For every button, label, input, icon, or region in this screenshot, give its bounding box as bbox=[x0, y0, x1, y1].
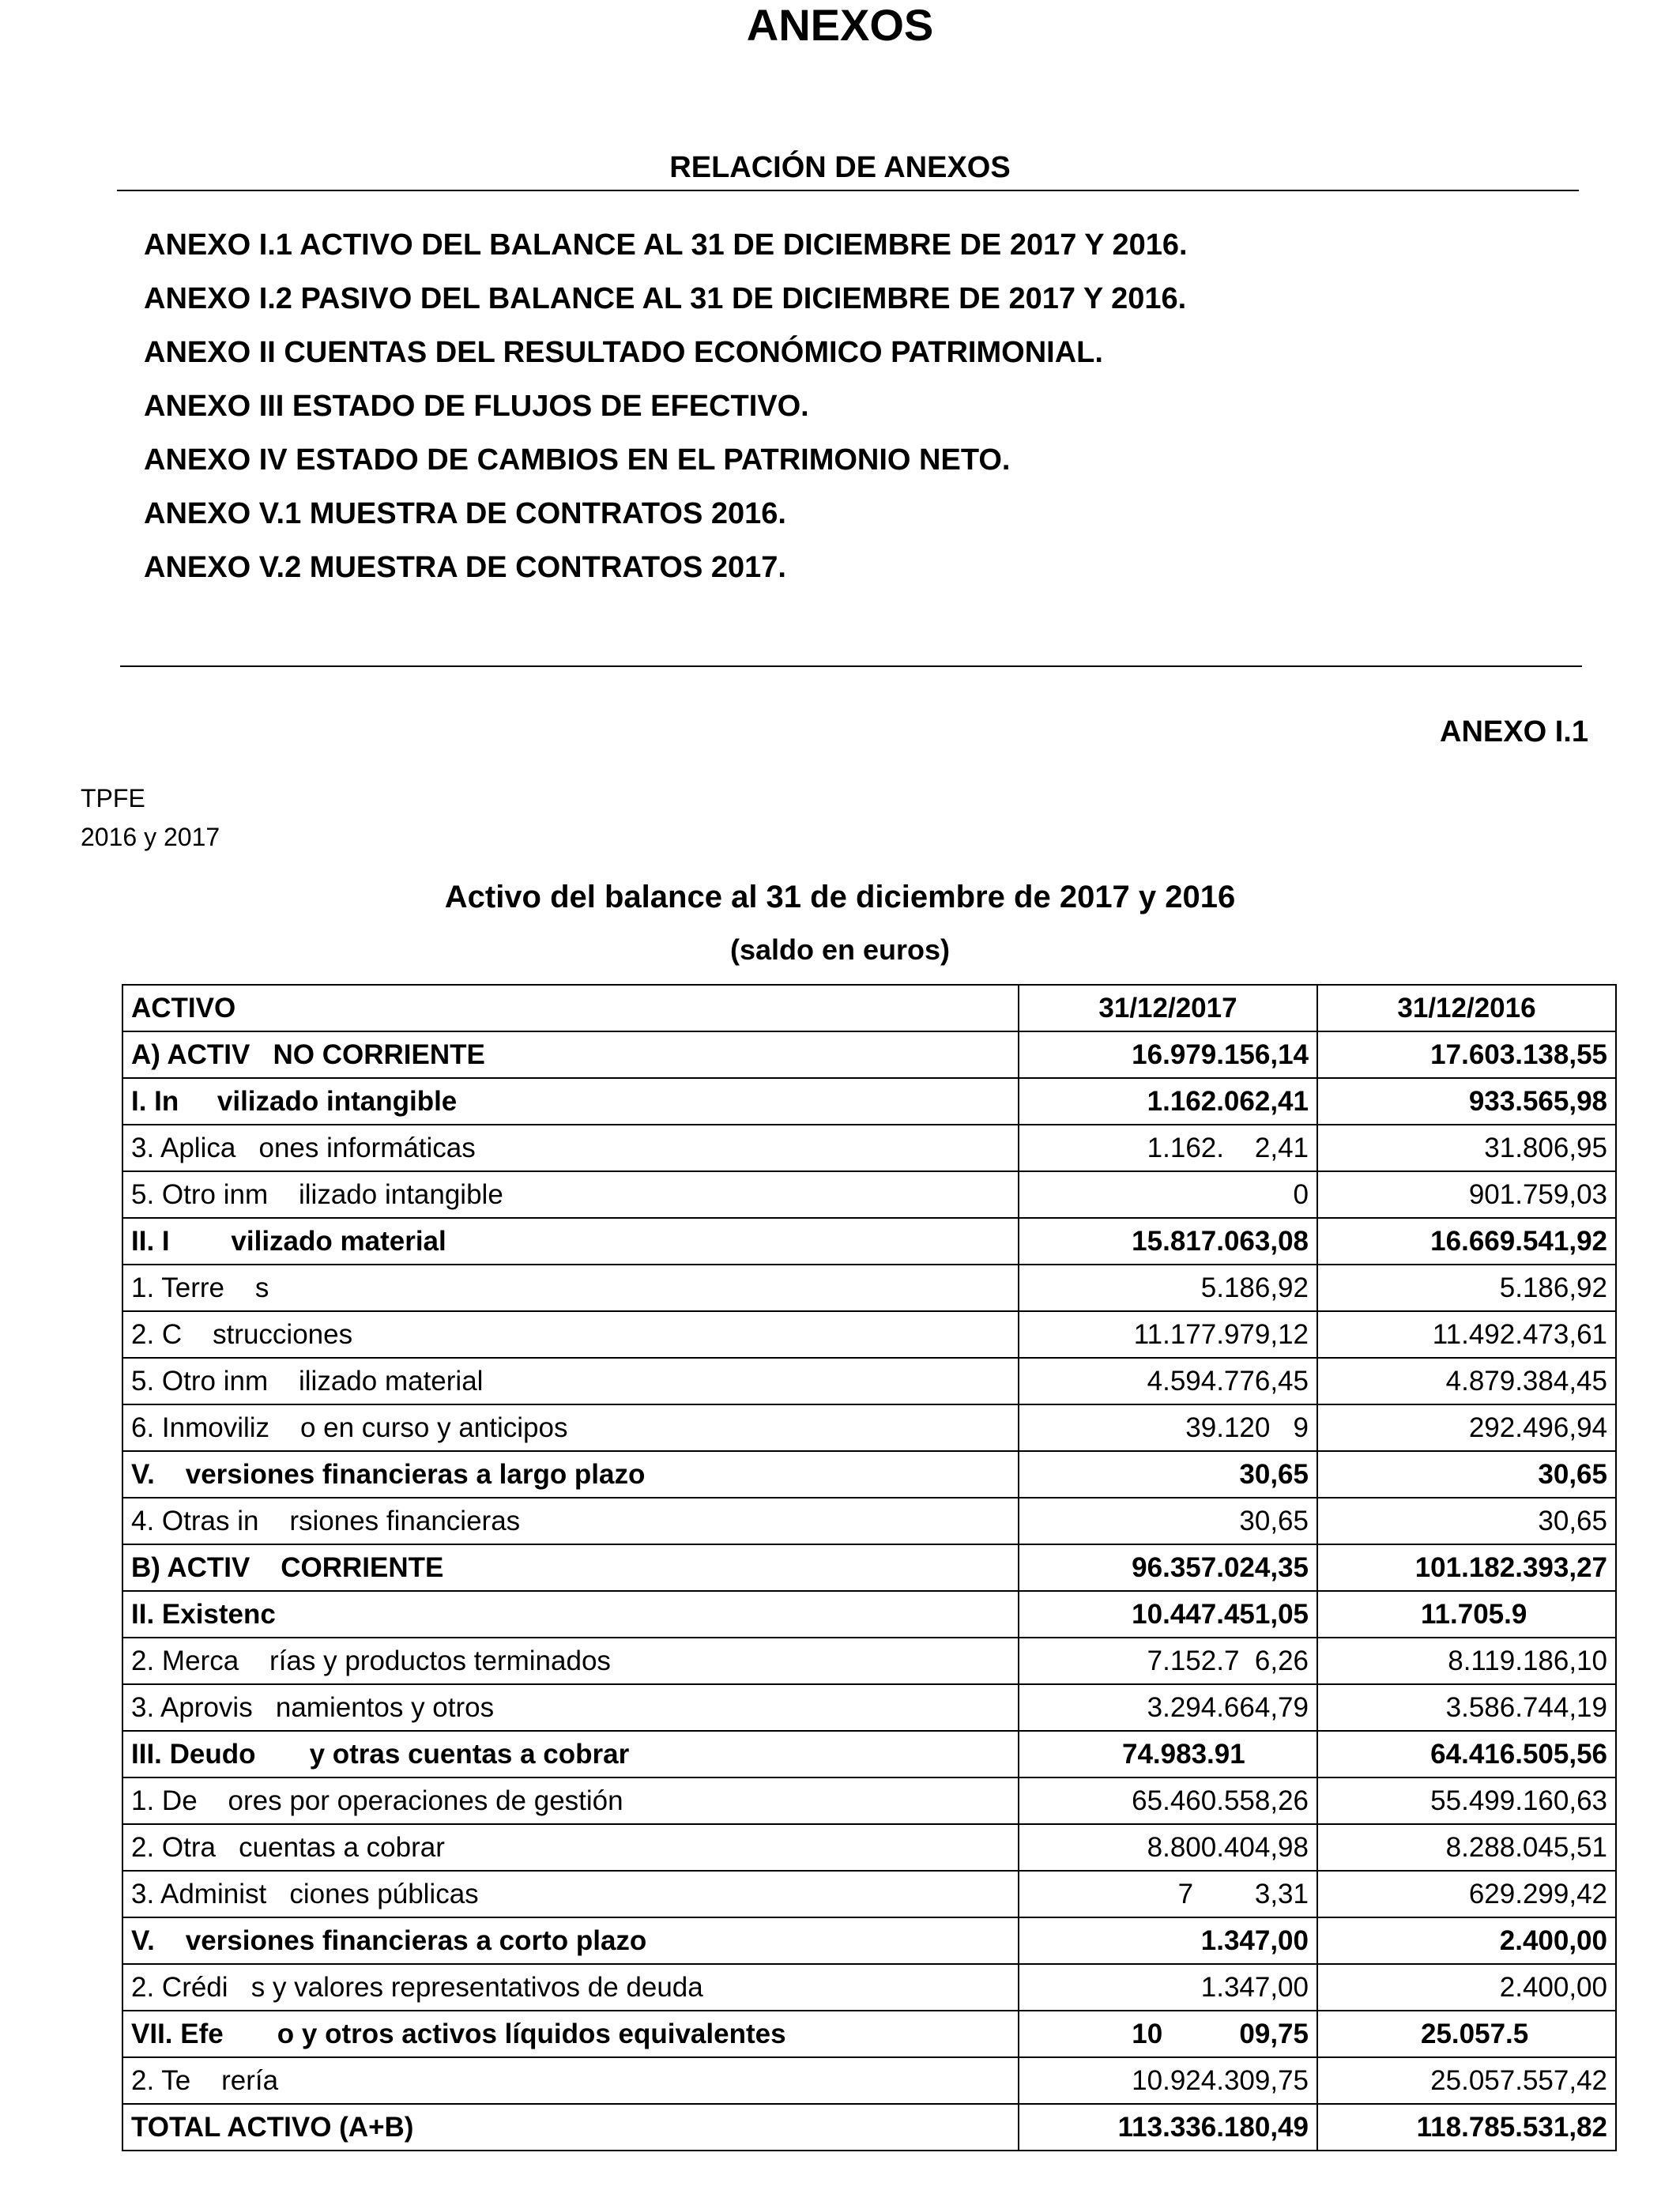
table-row bbox=[122, 1917, 1616, 1964]
value-2017: 30,65 bbox=[1019, 1451, 1317, 1498]
value-2017: 10.924.309,75 bbox=[1019, 2057, 1317, 2104]
row-label: 5. Otro inm ilizado material bbox=[122, 1358, 1019, 1404]
value-2017: 39.120 9 bbox=[1019, 1404, 1317, 1451]
row-label: II. I vilizado material bbox=[122, 1218, 1019, 1265]
table-row bbox=[122, 1544, 1616, 1591]
table-row bbox=[122, 1358, 1616, 1404]
table-row bbox=[122, 1777, 1616, 1824]
row-label: A) ACTIV NO CORRIENTE bbox=[122, 1031, 1019, 1078]
row-label: 3. Aplica ones informáticas bbox=[122, 1125, 1019, 1171]
row-label: 2. Otra cuentas a cobrar bbox=[122, 1824, 1019, 1871]
row-label: I. In vilizado intangible bbox=[122, 1078, 1019, 1125]
value-2016: 629.299,42 bbox=[1317, 1871, 1616, 1917]
value-2016: 8.119.186,10 bbox=[1317, 1638, 1616, 1684]
table-row bbox=[122, 1871, 1616, 1917]
value-2017: 8.800.404,98 bbox=[1019, 1824, 1317, 1871]
value-2017: 11.177.979,12 bbox=[1019, 1311, 1317, 1358]
row-label: III. Deudo y otras cuentas a cobrar bbox=[122, 1731, 1019, 1777]
row-label: 1. De ores por operaciones de gestión bbox=[122, 1777, 1019, 1824]
value-2017: 4.594.776,45 bbox=[1019, 1358, 1317, 1404]
value-2017: 1.162.062,41 bbox=[1019, 1078, 1317, 1125]
annex-list-item: ANEXO V.1 MUESTRA DE CONTRATOS 2016. bbox=[144, 497, 786, 530]
value-2017: 1.162. 2,41 bbox=[1019, 1125, 1317, 1171]
row-label: 1. Terre s bbox=[122, 1265, 1019, 1311]
row-label: 2. C strucciones bbox=[122, 1311, 1019, 1358]
column-header-2017: 31/12/2017 bbox=[1019, 985, 1317, 1031]
value-2016: 4.879.384,45 bbox=[1317, 1358, 1616, 1404]
table-row bbox=[122, 2057, 1616, 2104]
row-label: V. versiones financieras a largo plazo bbox=[122, 1451, 1019, 1498]
value-2016: 292.496,94 bbox=[1317, 1404, 1616, 1451]
table-row bbox=[122, 2104, 1616, 2151]
annex-list-item: ANEXO II CUENTAS DEL RESULTADO ECONÓMICO PATRIMONIAL. bbox=[144, 336, 1103, 369]
table-row bbox=[122, 1125, 1616, 1171]
annex-list-item: ANEXO IV ESTADO DE CAMBIOS EN EL PATRIMONIO NETO. bbox=[144, 443, 1011, 477]
entity-name: TPFE bbox=[81, 784, 145, 812]
value-2016: 30,65 bbox=[1317, 1498, 1616, 1544]
value-2016: 17.603.138,55 bbox=[1317, 1031, 1616, 1078]
value-2016: 5.186,92 bbox=[1317, 1265, 1616, 1311]
table-header-row bbox=[122, 985, 1616, 1031]
value-2017: 7.152.7 6,26 bbox=[1019, 1638, 1317, 1684]
annex-list-item: ANEXO V.2 MUESTRA DE CONTRATOS 2017. bbox=[144, 551, 786, 584]
row-label: 5. Otro inm ilizado intangible bbox=[122, 1171, 1019, 1218]
value-2017: 74.983.91 bbox=[1019, 1731, 1317, 1777]
balance-table-body bbox=[122, 985, 1616, 2151]
row-label: VII. Efe o y otros activos líquidos equivalentes bbox=[122, 2011, 1019, 2057]
balance-table bbox=[122, 984, 1617, 2151]
row-label: 4. Otras in rsiones financieras bbox=[122, 1498, 1019, 1544]
value-2016: 25.057.557,42 bbox=[1317, 2057, 1616, 2104]
table-row bbox=[122, 1265, 1616, 1311]
row-label: V. versiones financieras a corto plazo bbox=[122, 1917, 1019, 1964]
value-2017: 113.336.180,49 bbox=[1019, 2104, 1317, 2151]
value-2017: 7 3,31 bbox=[1019, 1871, 1317, 1917]
value-2016: 8.288.045,51 bbox=[1317, 1824, 1616, 1871]
value-2017: 96.357.024,35 bbox=[1019, 1544, 1317, 1591]
table-row bbox=[122, 1964, 1616, 2011]
table-row bbox=[122, 1731, 1616, 1777]
table-row bbox=[122, 1451, 1616, 1498]
table-row bbox=[122, 1638, 1616, 1684]
value-2016: 118.785.531,82 bbox=[1317, 2104, 1616, 2151]
row-label: 2. Merca rías y productos terminados bbox=[122, 1638, 1019, 1684]
table-row bbox=[122, 1591, 1616, 1638]
table-row bbox=[122, 1404, 1616, 1451]
row-label: 3. Aprovis namientos y otros bbox=[122, 1684, 1019, 1731]
value-2016: 11.705.9 bbox=[1317, 1591, 1616, 1638]
value-2016: 64.416.505,56 bbox=[1317, 1731, 1616, 1777]
table-row bbox=[122, 1171, 1616, 1218]
table-row bbox=[122, 1311, 1616, 1358]
value-2017: 1.347,00 bbox=[1019, 1917, 1317, 1964]
table-subtitle: (saldo en euros) bbox=[729, 933, 951, 966]
value-2017: 1.347,00 bbox=[1019, 1964, 1317, 2011]
annex-list-item: ANEXO I.1 ACTIVO DEL BALANCE AL 31 DE DICIEMBRE DE 2017 Y 2016. bbox=[144, 228, 1188, 262]
value-2016: 31.806,95 bbox=[1317, 1125, 1616, 1171]
value-2016: 55.499.160,63 bbox=[1317, 1777, 1616, 1824]
row-label: TOTAL ACTIVO (A+B) bbox=[122, 2104, 1019, 2151]
table-row bbox=[122, 1031, 1616, 1078]
table-row bbox=[122, 1218, 1616, 1265]
row-label: 6. Inmoviliz o en curso y anticipos bbox=[122, 1404, 1019, 1451]
annex-list-item: ANEXO I.2 PASIVO DEL BALANCE AL 31 DE DICIEMBRE DE 2017 Y 2016. bbox=[144, 282, 1187, 315]
page-title: ANEXOS bbox=[746, 0, 934, 50]
annex-label: ANEXO I.1 bbox=[1440, 715, 1588, 748]
value-2016: 2.400,00 bbox=[1317, 1917, 1616, 1964]
value-2017: 30,65 bbox=[1019, 1498, 1317, 1544]
value-2016: 933.565,98 bbox=[1317, 1078, 1616, 1125]
row-label: 2. Te rería bbox=[122, 2057, 1019, 2104]
column-header-2016: 31/12/2016 bbox=[1317, 985, 1616, 1031]
value-2016: 25.057.5 bbox=[1317, 2011, 1616, 2057]
top-divider bbox=[117, 190, 1579, 191]
section-divider bbox=[120, 665, 1582, 667]
table-title: Activo del balance al 31 de diciembre de 2017 y 2016 bbox=[444, 880, 1236, 914]
value-2017: 10 09,75 bbox=[1019, 2011, 1317, 2057]
row-label: B) ACTIV CORRIENTE bbox=[122, 1544, 1019, 1591]
table-row bbox=[122, 1684, 1616, 1731]
value-2016: 101.182.393,27 bbox=[1317, 1544, 1616, 1591]
row-label: II. Existenc bbox=[122, 1591, 1019, 1638]
row-label: 3. Administ ciones públicas bbox=[122, 1871, 1019, 1917]
period-label: 2016 y 2017 bbox=[81, 823, 220, 851]
value-2017: 16.979.156,14 bbox=[1019, 1031, 1317, 1078]
value-2016: 3.586.744,19 bbox=[1317, 1684, 1616, 1731]
value-2016: 16.669.541,92 bbox=[1317, 1218, 1616, 1265]
value-2016: 2.400,00 bbox=[1317, 1964, 1616, 2011]
annex-list bbox=[144, 226, 1188, 602]
value-2017: 10.447.451,05 bbox=[1019, 1591, 1317, 1638]
row-label: 2. Crédi s y valores representativos de deuda bbox=[122, 1964, 1019, 2011]
table-row bbox=[122, 2011, 1616, 2057]
value-2017: 3.294.664,79 bbox=[1019, 1684, 1317, 1731]
annex-list-heading: RELACIÓN DE ANEXOS bbox=[669, 151, 1011, 184]
value-2016: 11.492.473,61 bbox=[1317, 1311, 1616, 1358]
table-row bbox=[122, 1078, 1616, 1125]
annex-list-item: ANEXO III ESTADO DE FLUJOS DE EFECTIVO. bbox=[144, 390, 809, 423]
table-row bbox=[122, 1824, 1616, 1871]
value-2017: 15.817.063,08 bbox=[1019, 1218, 1317, 1265]
value-2016: 901.759,03 bbox=[1317, 1171, 1616, 1218]
value-2017: 65.460.558,26 bbox=[1019, 1777, 1317, 1824]
value-2017: 0 bbox=[1019, 1171, 1317, 1218]
value-2017: 5.186,92 bbox=[1019, 1265, 1317, 1311]
table-row bbox=[122, 1498, 1616, 1544]
column-header-activo: ACTIVO bbox=[122, 985, 1019, 1031]
value-2016: 30,65 bbox=[1317, 1451, 1616, 1498]
